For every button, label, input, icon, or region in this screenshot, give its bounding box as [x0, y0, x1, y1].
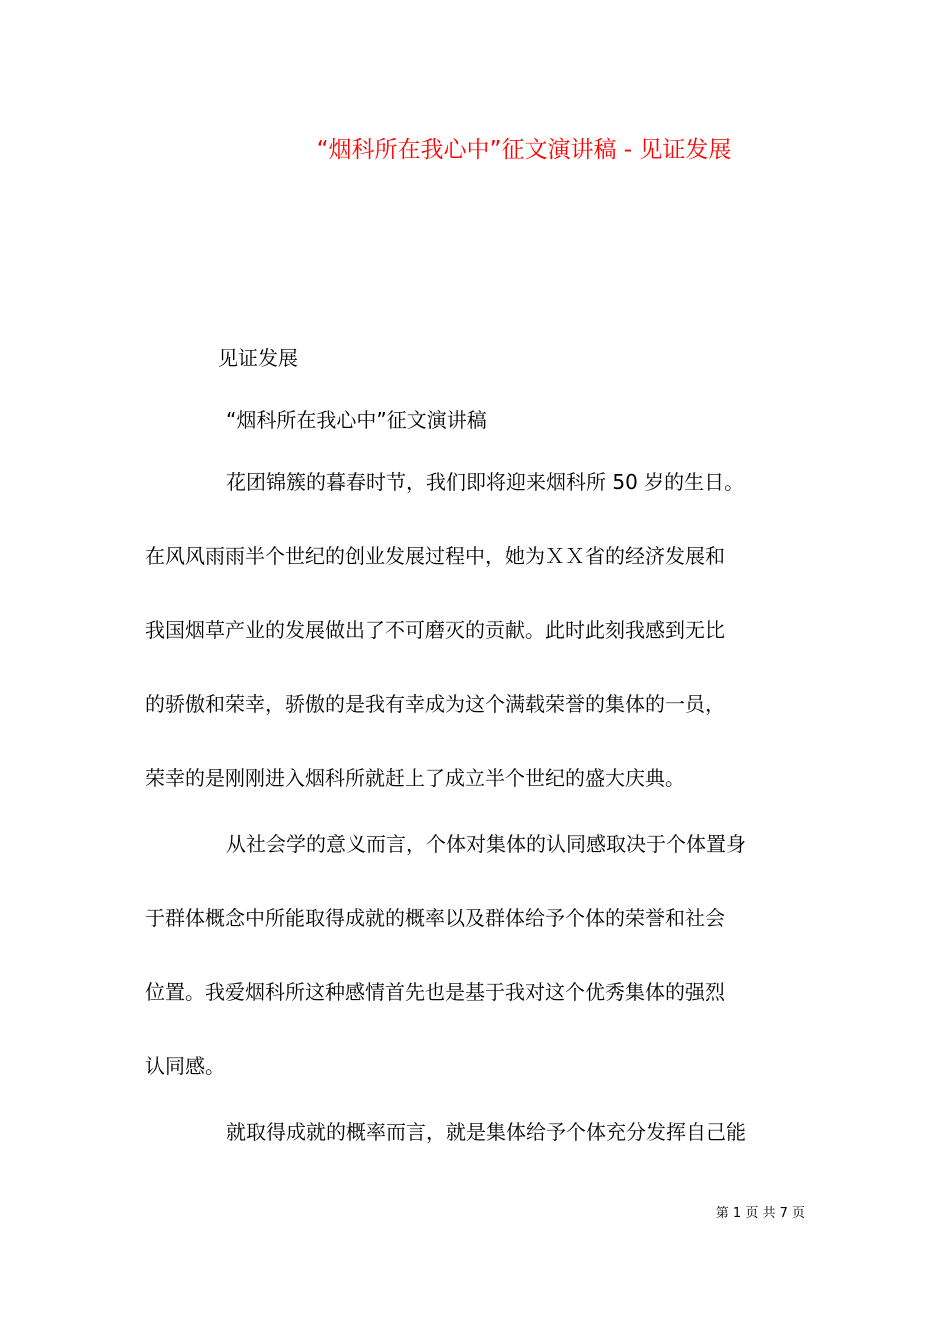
paragraph-line: 在风风雨雨半个世纪的创业发展过程中，她为ＸＸ省的经济发展和: [145, 544, 725, 568]
page-footer: 第 1 页 共 7 页: [715, 1206, 805, 1221]
subtitle: 见证发展: [218, 346, 298, 370]
paragraph-line: 的骄傲和荣幸，骄傲的是我有幸成为这个满载荣誉的集体的一员，: [145, 692, 725, 716]
paragraph-line: 荣幸的是刚刚进入烟科所就赶上了成立半个世纪的盛大庆典。: [145, 766, 685, 790]
paragraph-line: 从社会学的意义而言，个体对集体的认同感取决于个体置身: [226, 832, 746, 856]
document-title: “烟科所在我心中”征文演讲稿 - 见证发展: [316, 137, 732, 163]
subheading: “烟科所在我心中”征文演讲稿: [226, 408, 487, 432]
paragraph-line: 就取得成就的概率而言，就是集体给予个体充分发挥自己能: [226, 1120, 746, 1144]
paragraph-line: 于群体概念中所能取得成就的概率以及群体给予个体的荣誉和社会: [145, 906, 725, 930]
paragraph-line: 我国烟草产业的发展做出了不可磨灭的贡献。此时此刻我感到无比: [145, 618, 725, 642]
paragraph-line: 花团锦簇的暮春时节，我们即将迎来烟科所 50 岁的生日。: [226, 470, 745, 494]
paragraph-line: 位置。我爱烟科所这种感情首先也是基于我对这个优秀集体的强烈: [145, 980, 725, 1004]
paragraph-line: 认同感。: [145, 1054, 225, 1078]
